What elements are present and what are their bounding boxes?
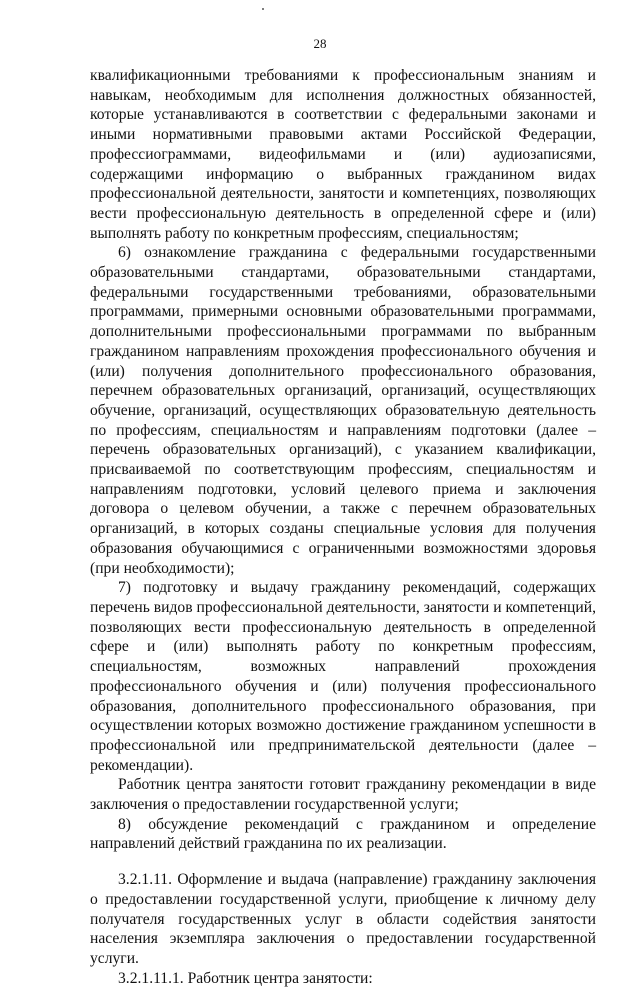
paragraph-gap xyxy=(90,854,596,870)
paragraph-section-3-2-1-11-1: 3.2.1.11.1. Работник центра занятости: xyxy=(118,969,373,987)
scan-speck xyxy=(262,8,264,10)
paragraph-item-6: 6) ознакомление гражданина с федеральными государственными образовательными стандартами, образовательными стандартами, федеральными государственными требованиями, образовательными программами, примерными основными образовательными программами, дополнительными профессиональными программами по выбранным гражданином направлениям прохождения профессионального обучения и (или) получения дополнительного профессионального образования, перечнем образовательных организаций, организаций, осуществляющих обучение, организаций, осуществляющих образовательную деятельность по профессиям, специальностям и направлениям подготовки (далее – перечень образовательных организаций), с указанием квалификации, присваиваемой по соответствующим профессиям, специальностям и направлениям подготовки, условий целевого приема и заключения договора о целевом обучении, а также с перечнем образовательных организаций, в которых созданы специальные условия для получения образования обучающимися с ограниченными возможностями здоровья (при необходимости); xyxy=(90,244,596,577)
page-number: 28 xyxy=(313,36,327,51)
paragraph-item-8: 8) обсуждение рекомендаций с гражданином и определение направлений действий гражданина по их реализации. xyxy=(90,815,596,853)
paragraph-recommendation-note: Работник центра занятости готовит гражданину рекомендации в виде заключения о предоставлении государственной услуги; xyxy=(90,776,596,814)
paragraph-item-7: 7) подготовку и выдачу гражданину рекомендаций, содержащих перечень видов профессиональной деятельности, занятости и компетенций, позволяющих вести профессиональную деятельность в определенной сфере и (или) выполнять работу по конкретным профессиям, специальностям, возможных направлений прохождения профессионального обучения и (или) получения профессионального образования, дополнительного профессионального образования, при осуществлении которых возможно достижение гражданином успешности в профессиональной или предпринимательской деятельности (далее – рекомендации). xyxy=(90,579,596,774)
document-body xyxy=(90,66,596,988)
paragraph-section-3-2-1-11: 3.2.1.11. Оформление и выдача (направление) гражданину заключения о предоставлении государственной услуги, приобщение к личному делу получателя государственных услуг в области содействия занятости населения экземпляра заключения о предоставлении государственной услуги. xyxy=(90,871,596,967)
paragraph-continuation: квалификационными требованиями к профессиональным знаниям и навыкам, необходимым для исполнения должностных обязанностей, которые устанавливаются в соответствии с федеральными законами и иными нормативными правовыми актами Российской Федерации, профессиограммами, видеофильмами и (или) аудиозаписями, содержащими информацию о выбранных гражданином видах профессиональной деятельности, занятости и компетенциях, позволяющих вести профессиональную деятельность в определенной сфере и (или) выполнять работу по конкретным профессиям, специальностям; xyxy=(90,67,596,242)
